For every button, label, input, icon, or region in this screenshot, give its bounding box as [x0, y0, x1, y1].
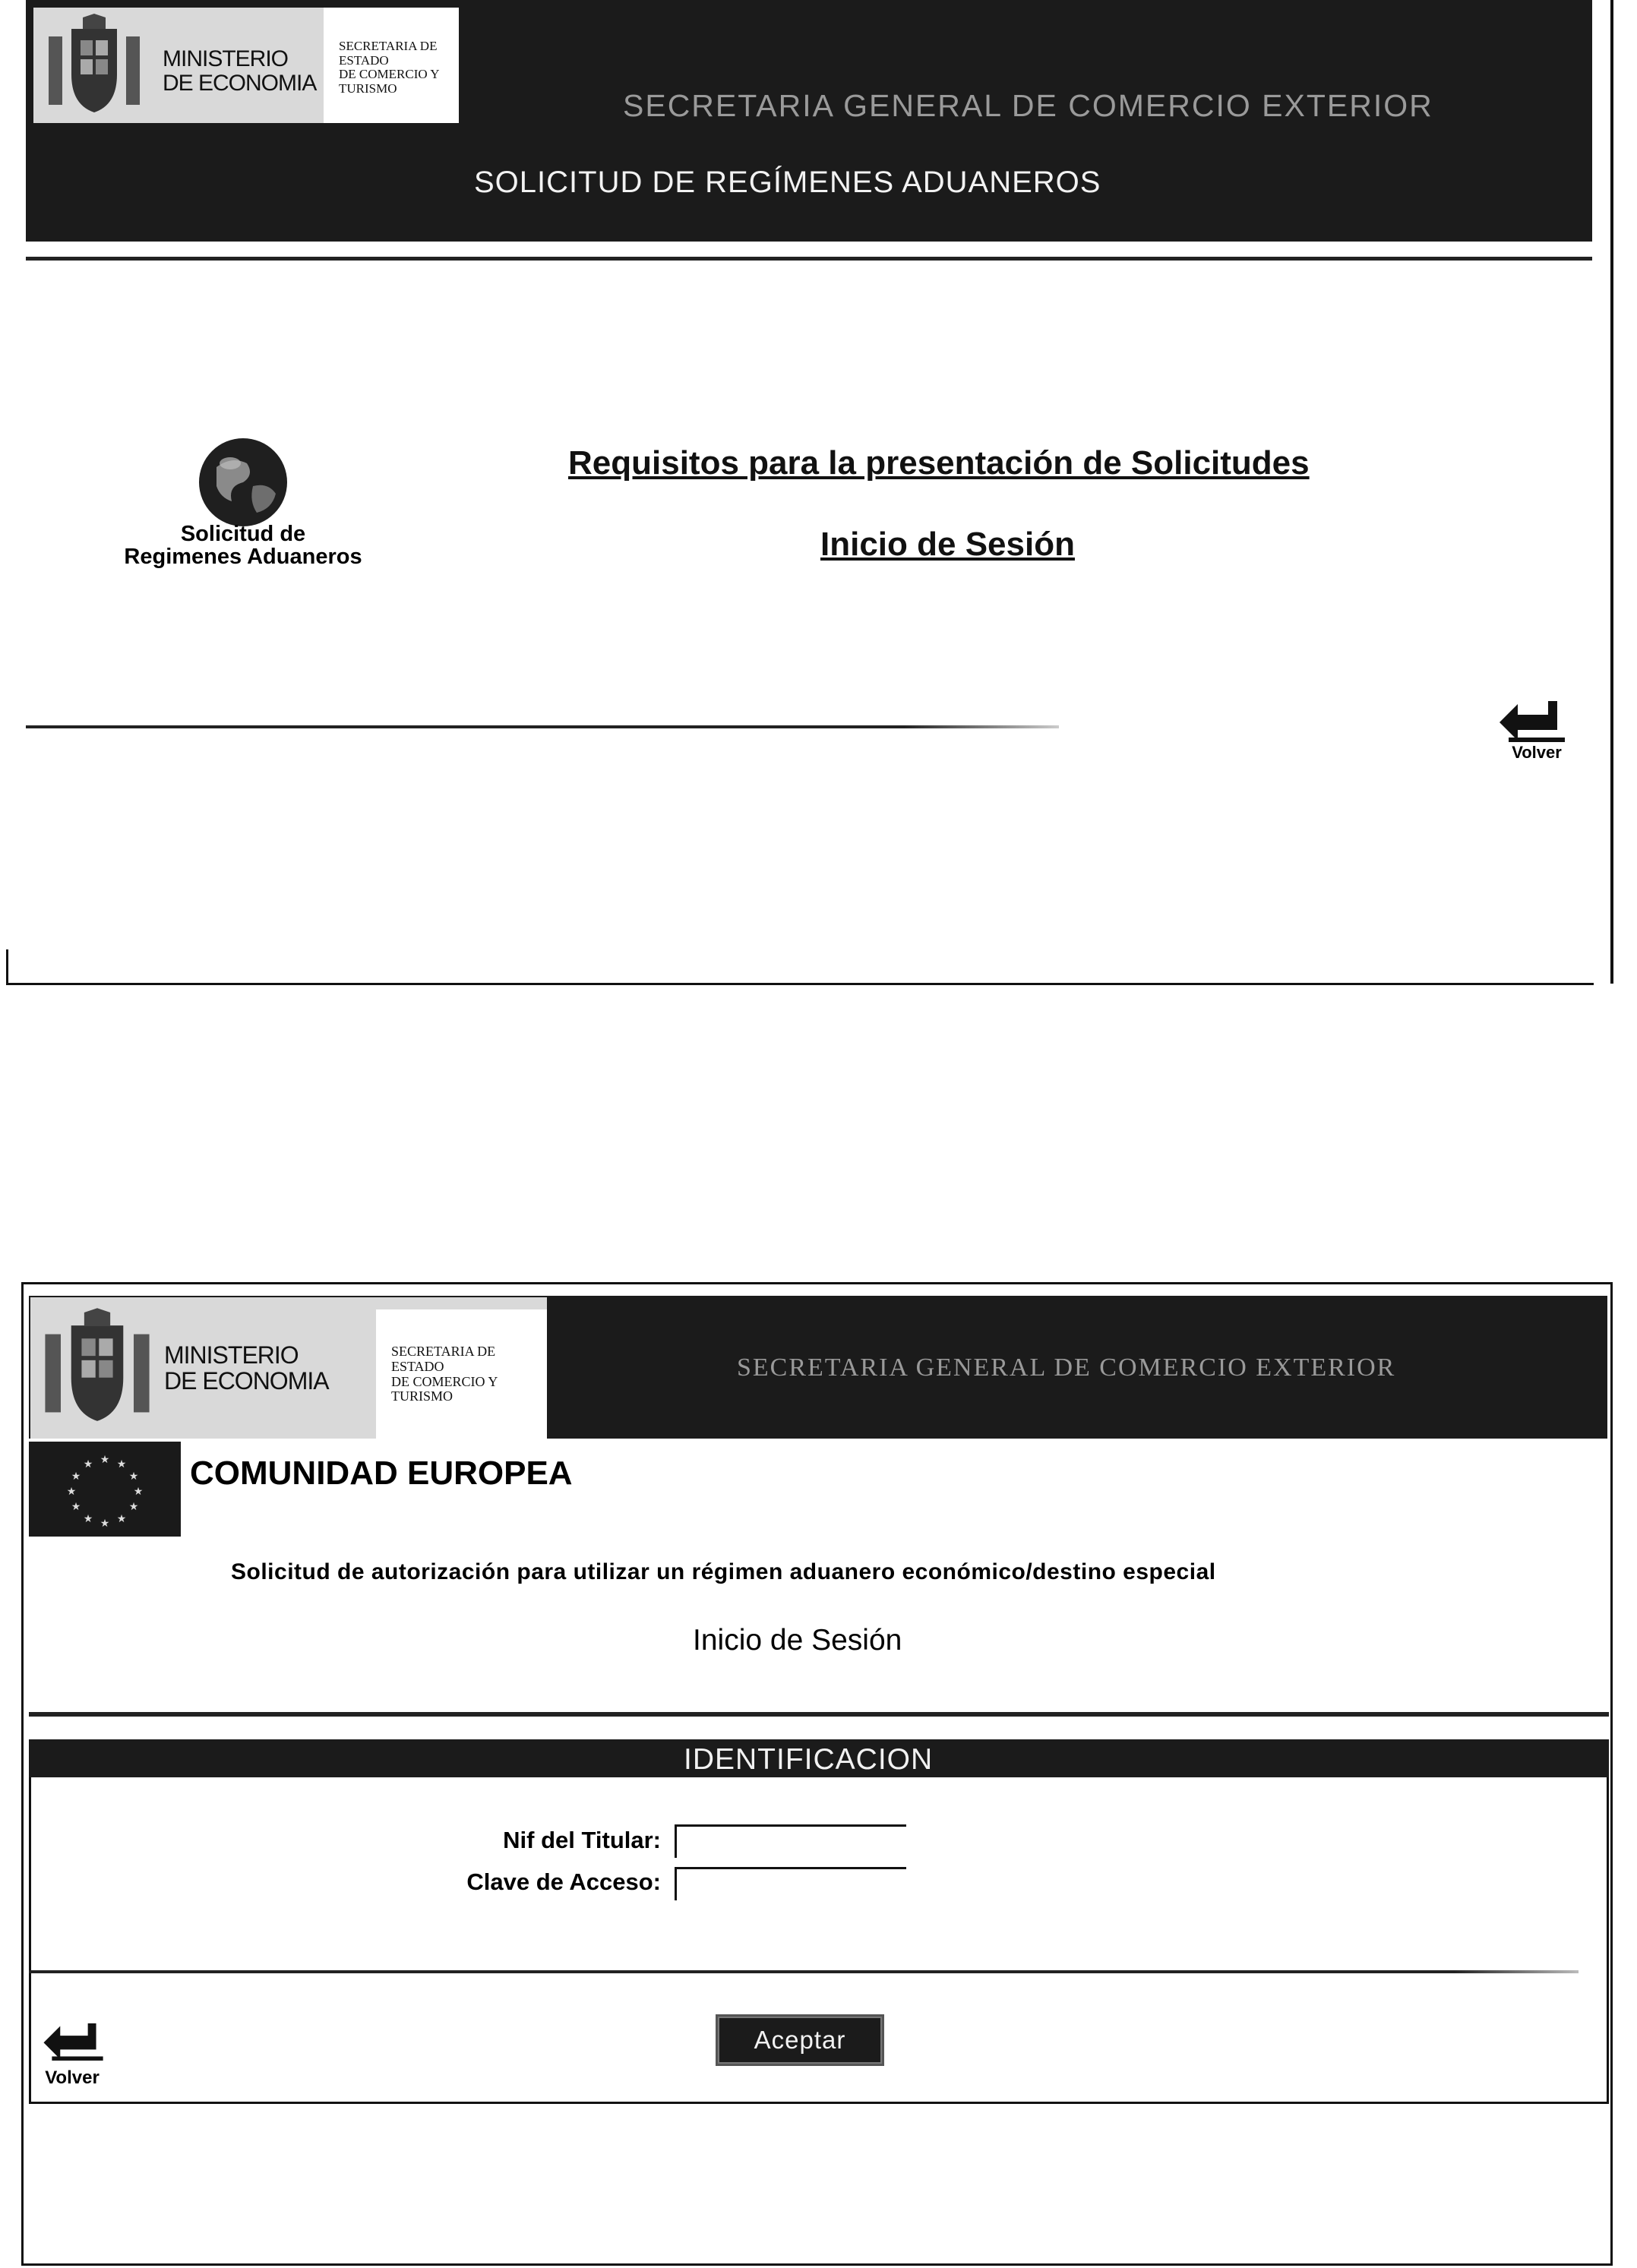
svg-text:★: ★ — [133, 1486, 144, 1498]
header-title: SECRETARIA GENERAL DE COMERCIO EXTERIOR — [623, 88, 1433, 123]
svg-text:★: ★ — [128, 1470, 139, 1483]
svg-text:★: ★ — [116, 1513, 127, 1525]
login-title: Inicio de Sesión — [693, 1624, 902, 1657]
coat-of-arms-icon — [36, 1306, 158, 1428]
svg-text:★: ★ — [100, 1454, 110, 1466]
clave-label: Clave de Acceso: — [466, 1868, 661, 1895]
coat-of-arms-icon — [41, 14, 147, 117]
sec-line: TURISMO — [391, 1388, 453, 1404]
sec-line: DE COMERCIO Y — [391, 1373, 498, 1389]
frame-border — [1610, 0, 1613, 984]
nif-label: Nif del Titular: — [503, 1827, 661, 1853]
nif-input[interactable] — [675, 1824, 906, 1858]
svg-text:★: ★ — [71, 1470, 81, 1483]
header-title: SECRETARIA GENERAL DE COMERCIO EXTERIOR — [737, 1354, 1396, 1382]
volver-label[interactable]: Volver — [45, 2067, 100, 2088]
community-title: COMUNIDAD EUROPEA — [190, 1455, 573, 1492]
volver-label[interactable]: Volver — [1512, 743, 1562, 762]
divider — [26, 725, 1059, 728]
globe-label — [76, 523, 410, 569]
ministry-logo — [30, 1297, 547, 1439]
app-title: SOLICITUD DE REGÍMENES ADUANEROS — [474, 166, 1101, 199]
frame-border — [6, 983, 1594, 985]
globe-label-line1: Solicitud de — [180, 522, 306, 546]
sec-line: ESTADO — [391, 1358, 444, 1374]
aceptar-button[interactable]: Aceptar — [716, 2014, 884, 2066]
sec-line: TURISMO — [339, 81, 397, 96]
sec-line: SECRETARIA DE — [339, 39, 438, 53]
svg-text:★: ★ — [71, 1501, 81, 1513]
divider — [29, 1712, 1609, 1717]
clave-input[interactable] — [675, 1867, 906, 1900]
requisitos-link[interactable]: Requisitos para la presentación de Solicitudes — [568, 444, 1310, 482]
svg-text:★: ★ — [128, 1501, 139, 1513]
sec-line: SECRETARIA DE — [391, 1344, 496, 1359]
ministry-name-line1: MINISTERIO — [164, 1341, 299, 1369]
svg-text:★: ★ — [66, 1486, 77, 1498]
eu-flag-icon — [29, 1442, 181, 1537]
globe-icon[interactable] — [194, 433, 292, 532]
svg-text:★: ★ — [116, 1458, 127, 1470]
page-subtitle: Solicitud de autorización para utilizar un régimen aduanero económico/destino especial — [231, 1559, 1216, 1584]
sec-line: ESTADO — [339, 52, 389, 68]
ministry-logo — [33, 8, 459, 123]
sec-line: DE COMERCIO Y — [339, 67, 440, 82]
divider — [29, 1970, 1579, 1973]
globe-label-line2: Regimenes Aduaneros — [124, 545, 362, 570]
frame-border — [6, 949, 8, 984]
svg-text:★: ★ — [83, 1513, 93, 1525]
divider — [26, 257, 1592, 261]
svg-text:★: ★ — [100, 1518, 110, 1530]
identification-title: IDENTIFICACION — [684, 1743, 934, 1776]
ministry-name-line2: DE ECONOMIA — [164, 1366, 329, 1395]
inicio-sesion-link[interactable]: Inicio de Sesión — [820, 526, 1075, 563]
ministry-name-line1: MINISTERIO — [163, 46, 289, 71]
svg-text:★: ★ — [83, 1458, 93, 1470]
secretaria-box — [376, 1309, 547, 1439]
secretaria-box — [324, 8, 459, 123]
ministry-name-line2: DE ECONOMIA — [163, 70, 317, 96]
